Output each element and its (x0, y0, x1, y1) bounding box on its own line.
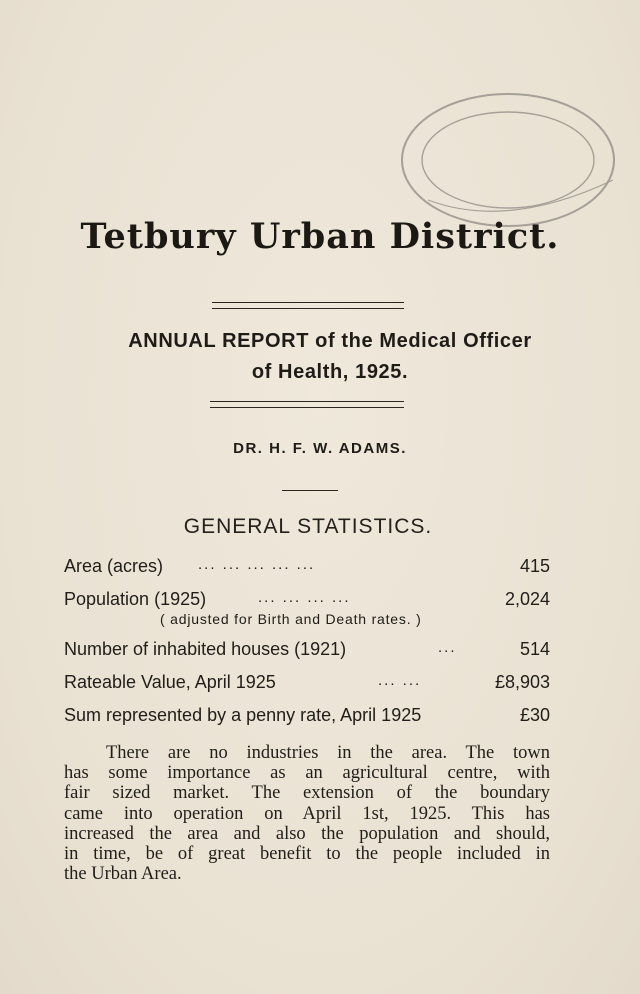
stat-value: £30 (519, 705, 550, 725)
leader-dots: ... ... (378, 672, 422, 689)
report-title (60, 326, 600, 388)
description-paragraph (64, 743, 550, 884)
stat-label: Number of inhabited houses (1921) (64, 639, 347, 659)
double-rule-top (212, 302, 404, 309)
stat-label: Area (acres) (64, 556, 164, 576)
report-title-line-2: of Health, 1925. (251, 361, 409, 383)
double-rule-bottom (210, 401, 404, 408)
stat-label: Rateable Value, April 1925 (64, 672, 276, 692)
short-divider (282, 490, 338, 491)
stat-value: 2,024 (504, 589, 550, 609)
leader-dots: ... ... ... ... ... (198, 556, 316, 573)
paragraph-line: has some importance as an agricultural centre, with (64, 763, 550, 784)
stat-label: Population (1925) (64, 589, 207, 609)
author-name: DR. H. F. W. ADAMS. (233, 440, 407, 457)
library-stamp-graphic (398, 80, 626, 230)
population-note: ( adjusted for Birth and Death rates. ) (160, 611, 422, 627)
stat-value: £8,903 (494, 672, 550, 692)
paragraph-line: increased the area and also the population and should, (64, 823, 550, 844)
leader-dots: ... (438, 639, 457, 656)
library-stamp (398, 80, 626, 230)
leader-dots: ... ... ... ... (258, 589, 351, 606)
paragraph-line: came into operation on April 1st, 1925. This has (64, 803, 550, 824)
paragraph-line: fair sized market. The extension of the boundary (64, 783, 550, 804)
paragraph-line: in time, be of great benefit to the people included in (64, 844, 550, 865)
paragraph-line: There are no industries in the area. The town (106, 743, 550, 763)
stat-label: Sum represented by a penny rate, April 1925 (64, 705, 422, 725)
stat-value: 415 (519, 556, 550, 576)
district-title: Tetbury Urban District. (80, 216, 560, 257)
report-title-line-1: ANNUAL REPORT of the Medical Officer (128, 330, 532, 352)
paragraph-line: the Urban Area. (64, 864, 182, 885)
section-heading: GENERAL STATISTICS. (183, 515, 433, 538)
stat-value: 514 (519, 639, 550, 659)
